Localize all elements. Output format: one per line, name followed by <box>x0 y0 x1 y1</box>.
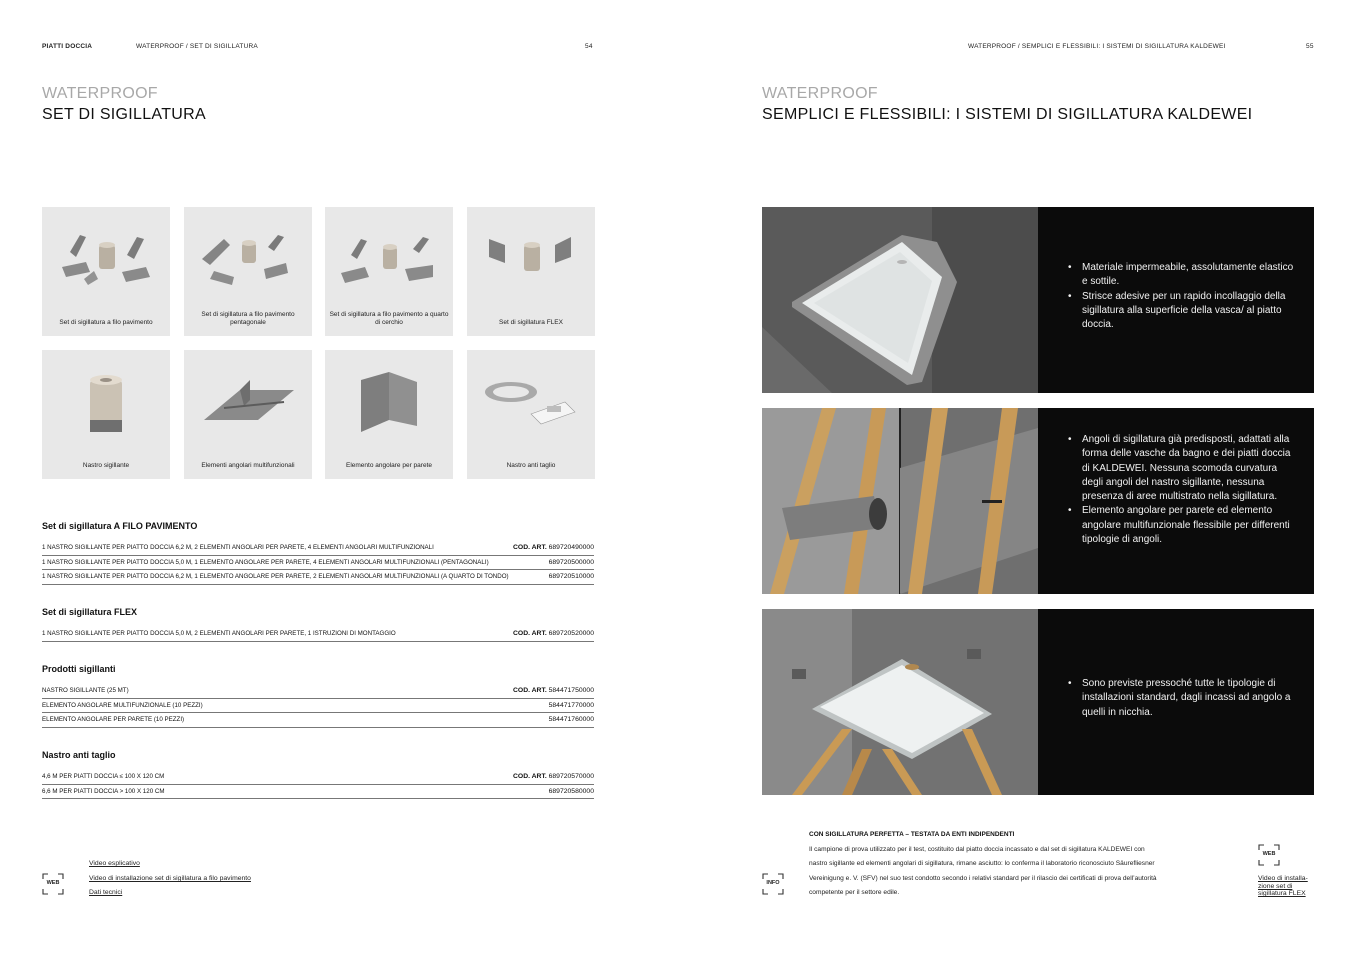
breadcrumb: WATERPROOF / SEMPLICI E FLESSIBILI: I SISTEMI DI SIGILLATURA KALDEWEI <box>968 43 1226 50</box>
table-row <box>42 785 594 800</box>
row-description: 1 NASTRO SIGILLANTE PER PIATTO DOCCIA 6,2 M, 2 ELEMENTI ANGOLARI PER PARETE, 4 ELEMENTI ANGOLARI MULTIFUNZIONALI <box>42 544 434 551</box>
table-row <box>42 556 594 571</box>
page-number: 54 <box>585 43 593 50</box>
row-code: 689720520000 <box>548 630 594 637</box>
feature-bullet: • Angoli di sigillatura già predisposti, adattati alla forma delle vasche da bagno e dei piatti doccia di KALDEWEI. Nessuna scomoda curvatura degli angoli del nastro sigillante, nessuna presenza di aree multistrato nella sigillatura. <box>1068 433 1298 504</box>
feature-panel <box>762 207 1314 393</box>
row-description: ELEMENTO ANGOLARE PER PARETE (10 PEZZI) <box>42 716 185 723</box>
web-badge-label: WEB <box>1262 851 1276 857</box>
row-code: 584471770000 <box>548 701 594 709</box>
product-tile-set-pentagonale[interactable] <box>184 207 312 336</box>
product-caption: Set di sigillatura FLEX <box>499 318 563 326</box>
feature-panel <box>762 609 1314 795</box>
feature-panel <box>762 408 1314 594</box>
feature-bullet: • Strisce adesive per un rapido incollaggio della sigillatura alla superficie della vasca/ al piatto doccia. <box>1068 290 1298 333</box>
row-description: NASTRO SIGILLANTE (25 MT) <box>42 687 129 694</box>
feature-bullet: • Sono previste pressoché tutte le tipologie di installazioni standard, dagli incassi ad angolo a quelli in nicchia. <box>1068 677 1298 720</box>
sealing-set-pentagonal-image <box>184 207 312 307</box>
product-tile-set-quarto-cerchio[interactable] <box>325 207 453 336</box>
code-label: COD. ART. <box>513 544 547 551</box>
info-badge <box>762 873 784 895</box>
info-title: CON SIGILLATURA PERFETTA – TESTATA DA ENTI INDIPENDENTI <box>809 831 1015 838</box>
link-video-esplicativo[interactable]: Video esplicativo <box>89 860 140 867</box>
table-row <box>42 770 594 785</box>
link-dati-tecnici[interactable]: Dati tecnici <box>89 889 123 896</box>
link-video-installazione[interactable]: Video di installazione set di sigillatura a filo pavimento <box>89 875 251 882</box>
sealing-tape-roll-image <box>42 350 170 450</box>
row-code: 689720510000 <box>548 573 594 580</box>
product-caption: Set di sigillatura a filo pavimento a quarto di cerchio <box>329 311 449 326</box>
multifunction-corner-image <box>184 350 312 450</box>
section-title: Set di sigillatura A FILO PAVIMENTO <box>42 521 198 531</box>
feature-list <box>1068 677 1298 720</box>
installation-photo <box>762 609 1038 795</box>
row-code: 689720500000 <box>548 558 594 566</box>
feature-bullet: • Materiale impermeabile, assolutamente elastico e sottile. <box>1068 261 1298 290</box>
section-label: PIATTI DOCCIA <box>42 43 93 50</box>
wall-corner-image <box>325 350 453 450</box>
sealing-set-quarter-circle-image <box>325 207 453 307</box>
link-line: sigillatura FLEX <box>1258 890 1306 898</box>
sealing-tape-photo <box>762 408 1038 594</box>
table-row <box>42 699 594 714</box>
section-title: Set di sigillatura FLEX <box>42 607 138 617</box>
link-line: Video di installa- <box>1258 875 1308 882</box>
product-caption: Elemento angolare per parete <box>345 461 432 469</box>
info-line: nastro sigillante ed elementi angolari di sigillatura, rimane asciutto: lo conferma il laboratorio riconosciuto Säurefliesner <box>809 860 1155 868</box>
info-badge-label: INFO <box>766 880 780 886</box>
product-caption: Set di sigillatura a filo pavimento pentagonale <box>201 311 295 326</box>
row-description: 1 NASTRO SIGILLANTE PER PIATTO DOCCIA 5,0 M, 2 ELEMENTI ANGOLARI PER PARETE, 1 ISTRUZIONI DI MONTAGGIO <box>42 630 396 637</box>
row-description: ELEMENTO ANGOLARE MULTIFUNZIONALE (10 PEZZI) <box>42 701 203 709</box>
link-line: zione set di <box>1258 882 1293 890</box>
product-tile-set-filo-pavimento[interactable] <box>42 207 170 336</box>
page-kicker: WATERPROOF <box>762 85 878 102</box>
breadcrumb: WATERPROOF / SET DI SIGILLATURA <box>136 43 258 50</box>
shower-tray-photo <box>762 207 1038 393</box>
info-text <box>809 843 1229 900</box>
web-badge <box>1258 844 1280 866</box>
table-row <box>42 627 594 642</box>
row-code: 584471760000 <box>548 716 594 723</box>
page-title: SEMPLICI E FLESSIBILI: I SISTEMI DI SIGILLATURA KALDEWEI <box>762 106 1253 123</box>
feature-bullet: • Elemento angolare per parete ed elemento angolare multifunzionale flessibile per differenti tipologie di angoli. <box>1068 504 1298 547</box>
product-tile-elemento-parete[interactable] <box>325 350 453 479</box>
web-badge <box>42 873 64 895</box>
info-line: Vereinigung e. V. (SFV) nel suo test condotto secondo i relativi standard per il rilascio dei certificati di prova dell’autorità <box>809 874 1157 882</box>
info-line: competente per il settore edile. <box>809 888 900 896</box>
row-code: 689720490000 <box>548 544 594 551</box>
row-description: 6,6 M PER PIATTI DOCCIA > 100 X 120 CM <box>42 787 165 795</box>
section-title: Nastro anti taglio <box>42 750 116 760</box>
row-description: 1 NASTRO SIGILLANTE PER PIATTO DOCCIA 5,0 M, 1 ELEMENTO ANGOLARE PER PARETE, 4 ELEMENTI ANGOLARI MULTIFUNZIONALI (PENTAGONALI) <box>42 558 489 566</box>
table-row <box>42 684 594 699</box>
page-title: SET DI SIGILLATURA <box>42 106 206 123</box>
page-kicker: WATERPROOF <box>42 85 158 102</box>
product-caption: Elementi angolari multifunzionali <box>201 461 295 469</box>
product-tile-nastro-sigillante[interactable] <box>42 350 170 479</box>
table-row <box>42 541 594 556</box>
section-title: Prodotti sigillanti <box>42 664 116 674</box>
code-label: COD. ART. <box>513 630 547 637</box>
row-description: 4,6 M PER PIATTI DOCCIA ≤ 100 X 120 CM <box>42 773 165 780</box>
sealing-set-flex-image <box>467 207 595 307</box>
product-tile-nastro-anti-taglio[interactable] <box>467 350 595 479</box>
info-line: Il campione di prova utilizzato per il test, costituito dal piatto doccia incassato e dal set di sigillatura KALDEWEI con <box>809 846 1145 853</box>
feature-list <box>1068 433 1298 547</box>
link-video-installazione-flex[interactable] <box>1258 875 1318 898</box>
page-number: 55 <box>1306 43 1314 50</box>
product-caption: Nastro sigillante <box>82 461 130 469</box>
product-caption: Set di sigillatura a filo pavimento <box>59 318 153 326</box>
feature-list <box>1068 261 1298 332</box>
sealing-set-image <box>42 207 170 307</box>
code-label: COD. ART. <box>513 773 547 780</box>
product-tile-elementi-angolari[interactable] <box>184 350 312 479</box>
row-code: 689720570000 <box>548 773 594 780</box>
anti-cut-tape-image <box>467 350 595 450</box>
row-code: 584471750000 <box>548 687 594 694</box>
row-code: 689720580000 <box>548 787 594 795</box>
table-row <box>42 570 594 585</box>
product-tile-set-flex[interactable] <box>467 207 595 336</box>
web-badge-label: WEB <box>46 880 60 886</box>
table-row <box>42 713 594 728</box>
code-label: COD. ART. <box>513 687 547 694</box>
product-caption: Nastro anti taglio <box>506 461 556 469</box>
row-description: 1 NASTRO SIGILLANTE PER PIATTO DOCCIA 6,2 M, 1 ELEMENTO ANGOLARE PER PARETE, 2 ELEMENTI ANGOLARI MULTIFUNZIONALI (A QUARTO DI TONDO) <box>42 573 509 580</box>
